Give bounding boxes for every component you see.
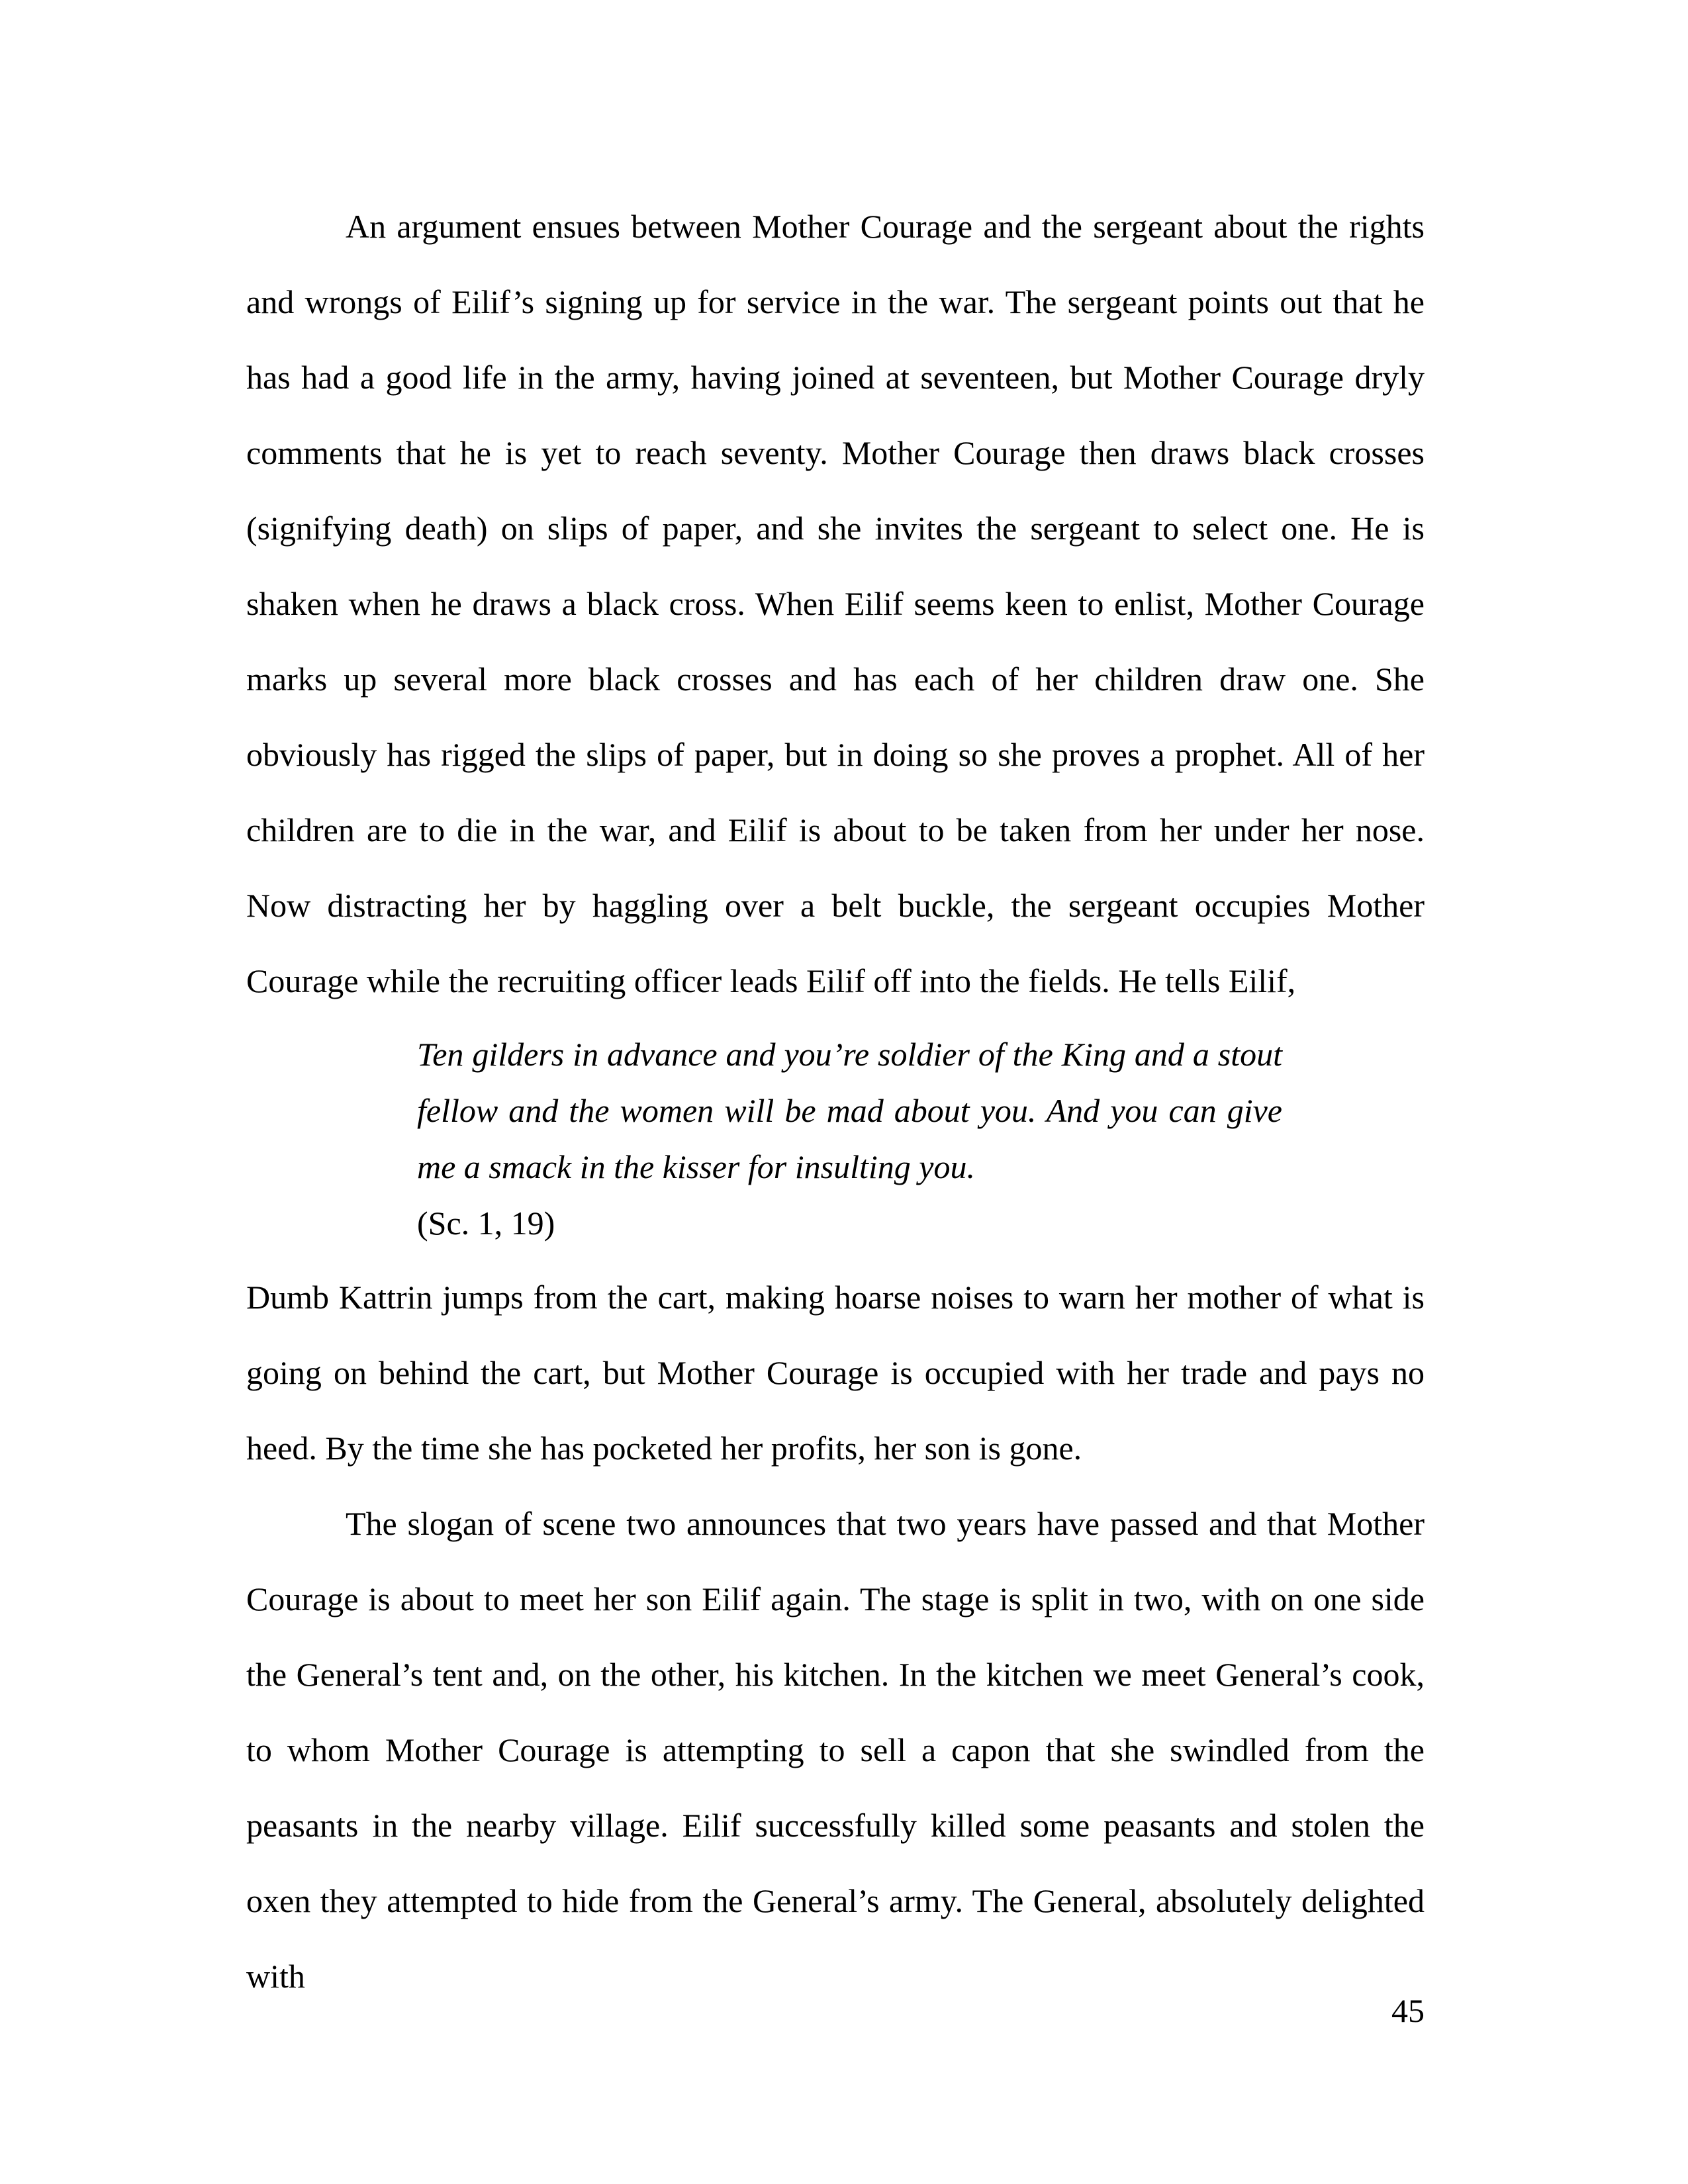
block-quote	[417, 1019, 1282, 1259]
body-text	[246, 189, 1425, 2014]
paragraph-argument: An argument ensues between Mother Courage and the sergeant about the rights and wrongs of Eilif’s signing up for service in the war. The sergeant points out that he has had a good life in the army, having joined at seventeen, but Mother Courage dryly comments that he is yet to reach seventy. Mother Courage then draws black crosses (signifying death) on slips of paper, and she invites the sergeant to select one. He is shaken when he draws a black cross. When Eilif seems keen to enlist, Mother Courage marks up several more black crosses and has each of her children draw one. She obviously has rigged the slips of paper, but in doing so she proves a prophet. All of her children are to die in the war, and Eilif is about to be taken from her under her nose. Now distracting her by haggling over a belt buckle, the sergeant occupies Mother Courage while the recruiting officer leads Eilif off into the fields. He tells Eilif,	[246, 208, 1425, 999]
quote-citation: (Sc. 1, 19)	[417, 1205, 555, 1242]
paragraph-kattrin: Dumb Kattrin jumps from the cart, making hoarse noises to warn her mother of what is going on behind the cart, but Mother Courage is occupied with her trade and pays no heed. By the time she has pocketed her profits, her son is gone.	[246, 1279, 1425, 1467]
paragraph-scene-two: The slogan of scene two announces that two years have passed and that Mother Courage is about to meet her son Eilif again. The stage is split in two, with on one side the General’s tent and, on the other, his kitchen. In the kitchen we meet General’s cook, to whom Mother Courage is attempting to sell a capon that she swindled from the peasants in the nearby village. Eilif successfully killed some peasants and stolen the oxen they attempted to hide from the General’s army. The General, absolutely delighted with	[246, 1505, 1425, 1995]
quote-text: Ten gilders in advance and you’re soldier of the King and a stout fellow and the women will be mad about you. And you can give me a smack in the kisser for insulting you.	[417, 1036, 1282, 1185]
page-number: 45	[1391, 1992, 1425, 2029]
